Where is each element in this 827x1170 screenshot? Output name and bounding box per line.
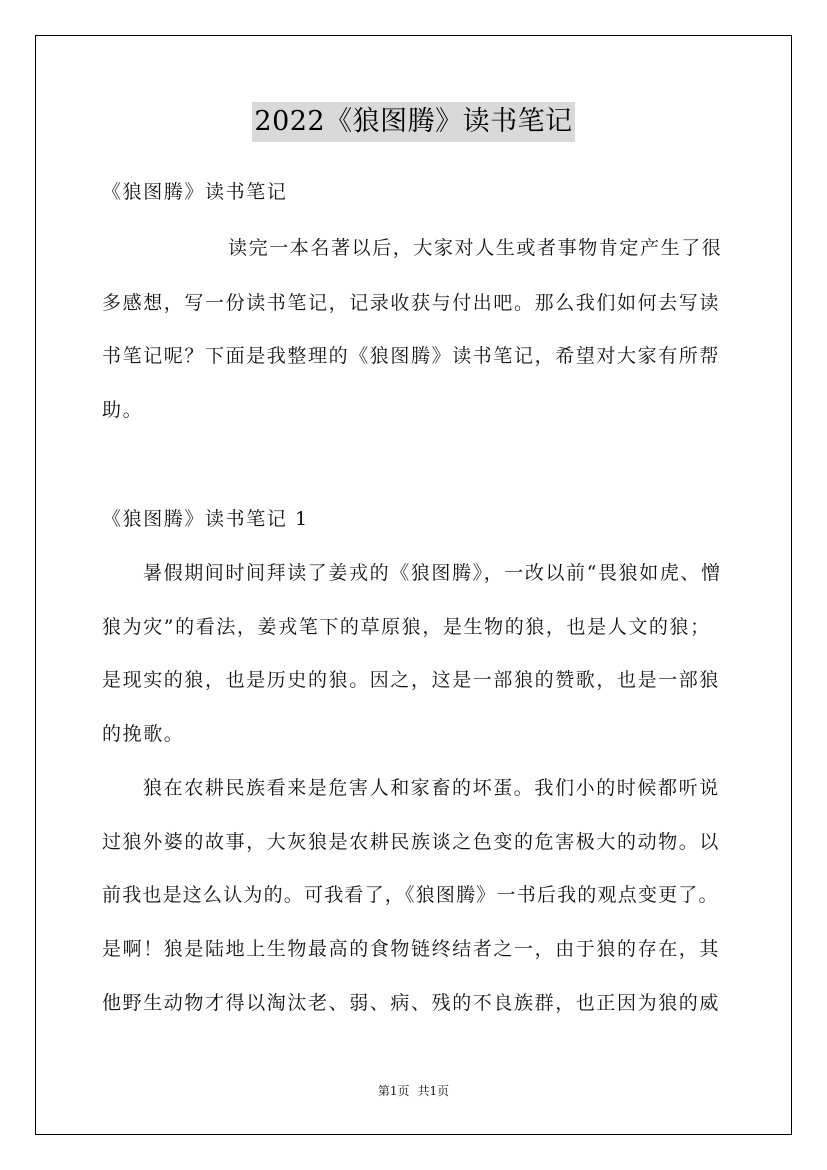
document-title-container [0, 102, 827, 142]
section-heading: 《狼图腾》读书笔记 [102, 181, 288, 203]
note1-para2-line-2: 过狼外婆的故事，大灰狼是农耕民族谈之色变的危害极大的动物。以 [102, 831, 721, 853]
note1-para1-line-2: 狼为灾”的看法，姜戎笔下的草原狼，是生物的狼，也是人文的狼； [102, 616, 711, 638]
note1-heading: 《狼图腾》读书笔记 1 [102, 508, 309, 530]
note1-para1-line-3: 是现实的狼，也是历史的狼。因之，这是一部狼的赞歌，也是一部狼 [102, 669, 721, 691]
page-number-current: 第1页 [377, 1084, 410, 1098]
note1-para1-line-4: 的挽歌。 [102, 723, 185, 745]
note1-para1-line-1: 暑假期间时间拜读了姜戎的《狼图腾》，一改以前“畏狼如虎、憎 [143, 562, 722, 584]
intro-line-1: 读完一本名著以后，大家对人生或者事物肯定产生了很 [228, 237, 723, 259]
note1-para2-line-5: 他野生动物才得以淘汰老、弱、病、残的不良族群，也正因为狼的威 [102, 992, 721, 1014]
note1-para2-line-3: 前我也是这么认为的。可我看了，《狼图腾》一书后我的观点变更了。 [102, 884, 719, 906]
document-title: 2022《狼图腾》读书笔记 [252, 102, 574, 142]
note1-para2-line-1: 狼在农耕民族看来是危害人和家畜的坏蛋。我们小的时候都听说 [143, 777, 720, 799]
intro-line-4: 助。 [102, 399, 144, 421]
intro-line-2: 多感想，写一份读书笔记，记录收获与付出吧。那么我们如何去写读 [102, 292, 721, 314]
page-number-total: 共1页 [417, 1084, 450, 1098]
page-footer [0, 1083, 827, 1099]
intro-line-3: 书笔记呢？下面是我整理的《狼图腾》读书笔记，希望对大家有所帮 [102, 345, 721, 367]
note1-para2-line-4: 是啊！狼是陆地上生物最高的食物链终结者之一，由于狼的存在，其 [102, 938, 721, 960]
